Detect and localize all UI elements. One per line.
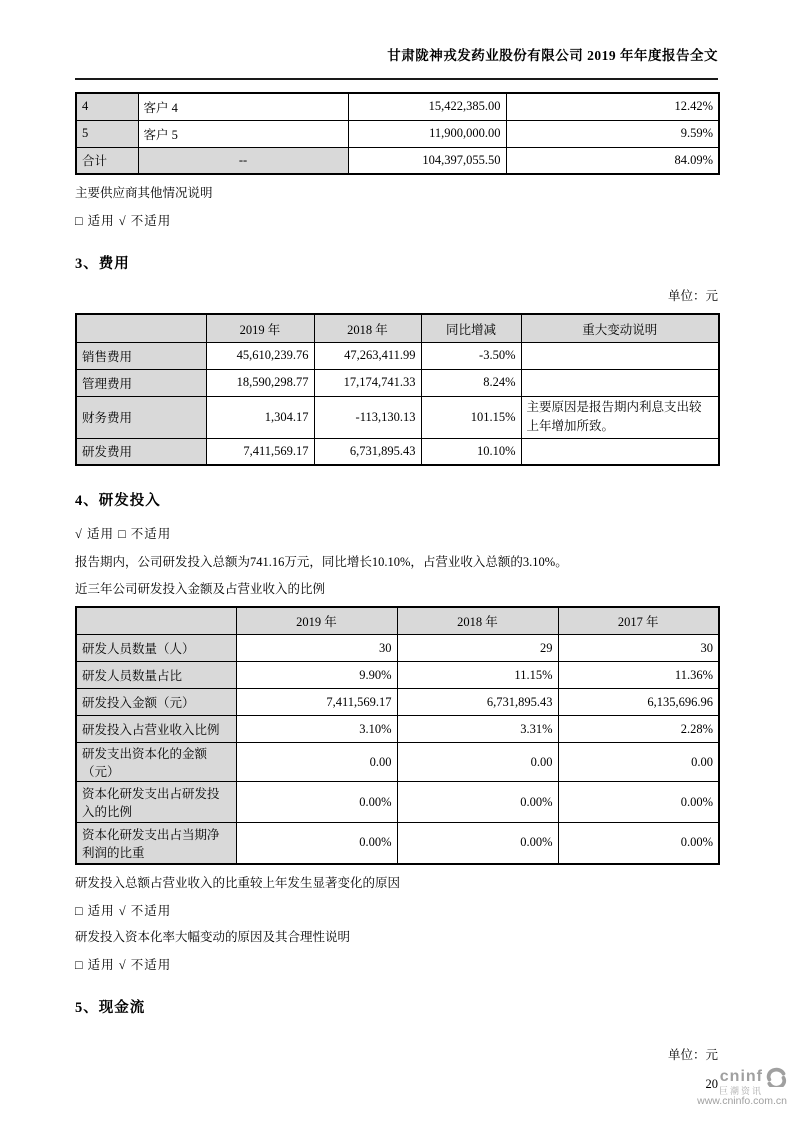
table-cell: 0.00% bbox=[236, 782, 397, 823]
table-cell: 104,397,055.50 bbox=[348, 147, 506, 174]
table-cell: 12.42% bbox=[506, 93, 719, 120]
table-cell: 0.00 bbox=[558, 743, 719, 782]
table-cell: 8.24% bbox=[421, 369, 521, 396]
table-cell: 30 bbox=[236, 635, 397, 662]
table-cell: 研发费用 bbox=[76, 438, 206, 465]
column-header: 2018 年 bbox=[314, 314, 421, 342]
rd-summary: 报告期内，公司研发投入总额为741.16万元，同比增长10.10%，占营业收入总额的3.10%。 bbox=[75, 555, 568, 569]
table-cell: 45,610,239.76 bbox=[206, 342, 314, 369]
column-header bbox=[76, 607, 236, 635]
rd-capitalization-note: 研发投入资本化率大幅变动的原因及其合理性说明 bbox=[75, 929, 351, 944]
table-row bbox=[76, 147, 719, 174]
table-cell: 7,411,569.17 bbox=[236, 689, 397, 716]
table-cell: 7,411,569.17 bbox=[206, 438, 314, 465]
table-cell: 1,304.17 bbox=[206, 396, 314, 438]
table-cell: 11.36% bbox=[558, 662, 719, 689]
table-cell: 0.00% bbox=[236, 823, 397, 864]
table-header-row bbox=[76, 607, 719, 635]
table-cell: 0.00 bbox=[236, 743, 397, 782]
column-header: 2019 年 bbox=[236, 607, 397, 635]
rd-investment-table bbox=[75, 606, 720, 865]
table-row bbox=[76, 689, 719, 716]
table-cell: 研发人员数量占比 bbox=[76, 662, 236, 689]
rd-change-note: 研发投入总额占营业收入的比重较上年发生显著变化的原因 bbox=[75, 875, 401, 890]
cninfo-swoosh-icon bbox=[765, 1067, 787, 1087]
table-cell: 0.00% bbox=[558, 823, 719, 864]
table-cell: 47,263,411.99 bbox=[314, 342, 421, 369]
rd-capitalization-applicability-line: □ 适用 √ 不适用 bbox=[75, 958, 172, 972]
table-cell: 6,135,696.96 bbox=[558, 689, 719, 716]
table-cell: 9.59% bbox=[506, 120, 719, 147]
table-row bbox=[76, 823, 719, 864]
table-cell: 研发支出资本化的金额（元） bbox=[76, 743, 236, 782]
table-cell: 3.10% bbox=[236, 716, 397, 743]
column-header bbox=[76, 314, 206, 342]
table-cell: 销售费用 bbox=[76, 342, 206, 369]
table-row bbox=[76, 782, 719, 823]
page-header-title: 甘肃陇神戎发药业股份有限公司 2019 年年度报告全文 bbox=[75, 0, 718, 80]
supplier-applicability-line: □ 适用 √ 不适用 bbox=[75, 214, 172, 229]
table-cell: 客户 5 bbox=[138, 120, 348, 147]
table-row bbox=[76, 635, 719, 662]
table-cell: 101.15% bbox=[421, 396, 521, 438]
table-cell: 4 bbox=[76, 93, 138, 120]
table-row bbox=[76, 438, 719, 465]
table-cell: 合计 bbox=[76, 147, 138, 174]
table-cell: 11,900,000.00 bbox=[348, 120, 506, 147]
table-cell: 17,174,741.33 bbox=[314, 369, 421, 396]
table-cell: -113,130.13 bbox=[314, 396, 421, 438]
cninfo-logo-url: www.cninfo.com.cn bbox=[697, 1095, 787, 1108]
rd-applicability-line: √ 适用 □ 不适用 bbox=[75, 527, 172, 541]
table-cell: 研发投入金额（元） bbox=[76, 689, 236, 716]
table-cell: 30 bbox=[558, 635, 719, 662]
table-cell: 资本化研发支出占研发投入的比例 bbox=[76, 782, 236, 823]
table-row bbox=[76, 396, 719, 438]
table-cell: 0.00% bbox=[558, 782, 719, 823]
unit-label-cash: 单位：元 bbox=[667, 1048, 718, 1062]
column-header: 重大变动说明 bbox=[521, 314, 719, 342]
table-cell bbox=[521, 438, 719, 465]
table-row bbox=[76, 662, 719, 689]
table-cell: 3.31% bbox=[397, 716, 558, 743]
table-row bbox=[76, 93, 719, 120]
table-header-row bbox=[76, 314, 719, 342]
table-cell: 29 bbox=[397, 635, 558, 662]
rd-change-applicability-line: □ 适用 √ 不适用 bbox=[75, 903, 172, 918]
cninfo-logo-cn: 巨潮资讯 bbox=[718, 1085, 763, 1096]
table-cell: 15,422,385.00 bbox=[348, 93, 506, 120]
page-number: 20 bbox=[705, 1077, 718, 1091]
table-cell: 0.00% bbox=[397, 823, 558, 864]
table-cell bbox=[521, 342, 719, 369]
table-cell: 客户 4 bbox=[138, 93, 348, 120]
table-cell bbox=[521, 369, 719, 396]
supplier-note: 主要供应商其他情况说明 bbox=[75, 186, 213, 200]
column-header: 2019 年 bbox=[206, 314, 314, 342]
cninfo-logo bbox=[697, 1067, 787, 1108]
table-cell: 0.00% bbox=[397, 782, 558, 823]
cninfo-logo-text: cninf bbox=[719, 1067, 763, 1085]
table-cell: 2.28% bbox=[558, 716, 719, 743]
table-cell: 5 bbox=[76, 120, 138, 147]
table-cell: 管理费用 bbox=[76, 369, 206, 396]
table-cell: 0.00 bbox=[397, 743, 558, 782]
table-cell: 11.15% bbox=[397, 662, 558, 689]
table-cell: 财务费用 bbox=[76, 396, 206, 438]
table-row bbox=[76, 743, 719, 782]
table-row bbox=[76, 342, 719, 369]
table-cell: 10.10% bbox=[421, 438, 521, 465]
table-cell: 9.90% bbox=[236, 662, 397, 689]
section-heading-rd: 4、研发投入 bbox=[75, 493, 161, 509]
table-cell: 6,731,895.43 bbox=[314, 438, 421, 465]
table-cell: 主要原因是报告期内利息支出较上年增加所致。 bbox=[521, 396, 719, 438]
table-cell: 6,731,895.43 bbox=[397, 689, 558, 716]
expenses-table bbox=[75, 313, 720, 466]
table-row bbox=[76, 120, 719, 147]
table-cell: -- bbox=[138, 147, 348, 174]
column-header: 同比增减 bbox=[421, 314, 521, 342]
section-heading-cash: 5、现金流 bbox=[75, 1000, 146, 1016]
table-row bbox=[76, 716, 719, 743]
table-cell: 资本化研发支出占当期净利润的比重 bbox=[76, 823, 236, 864]
column-header: 2017 年 bbox=[558, 607, 719, 635]
column-header: 2018 年 bbox=[397, 607, 558, 635]
table-cell: 84.09% bbox=[506, 147, 719, 174]
rd-table-caption: 近三年公司研发投入金额及占营业收入的比例 bbox=[75, 582, 326, 597]
table-cell: 18,590,298.77 bbox=[206, 369, 314, 396]
table-cell: 研发人员数量（人） bbox=[76, 635, 236, 662]
major-customers-table bbox=[75, 92, 720, 175]
table-cell: -3.50% bbox=[421, 342, 521, 369]
table-row bbox=[76, 369, 719, 396]
table-cell: 研发投入占营业收入比例 bbox=[76, 716, 236, 743]
unit-label-fee: 单位：元 bbox=[667, 289, 718, 304]
section-heading-fee: 3、费用 bbox=[75, 256, 130, 273]
